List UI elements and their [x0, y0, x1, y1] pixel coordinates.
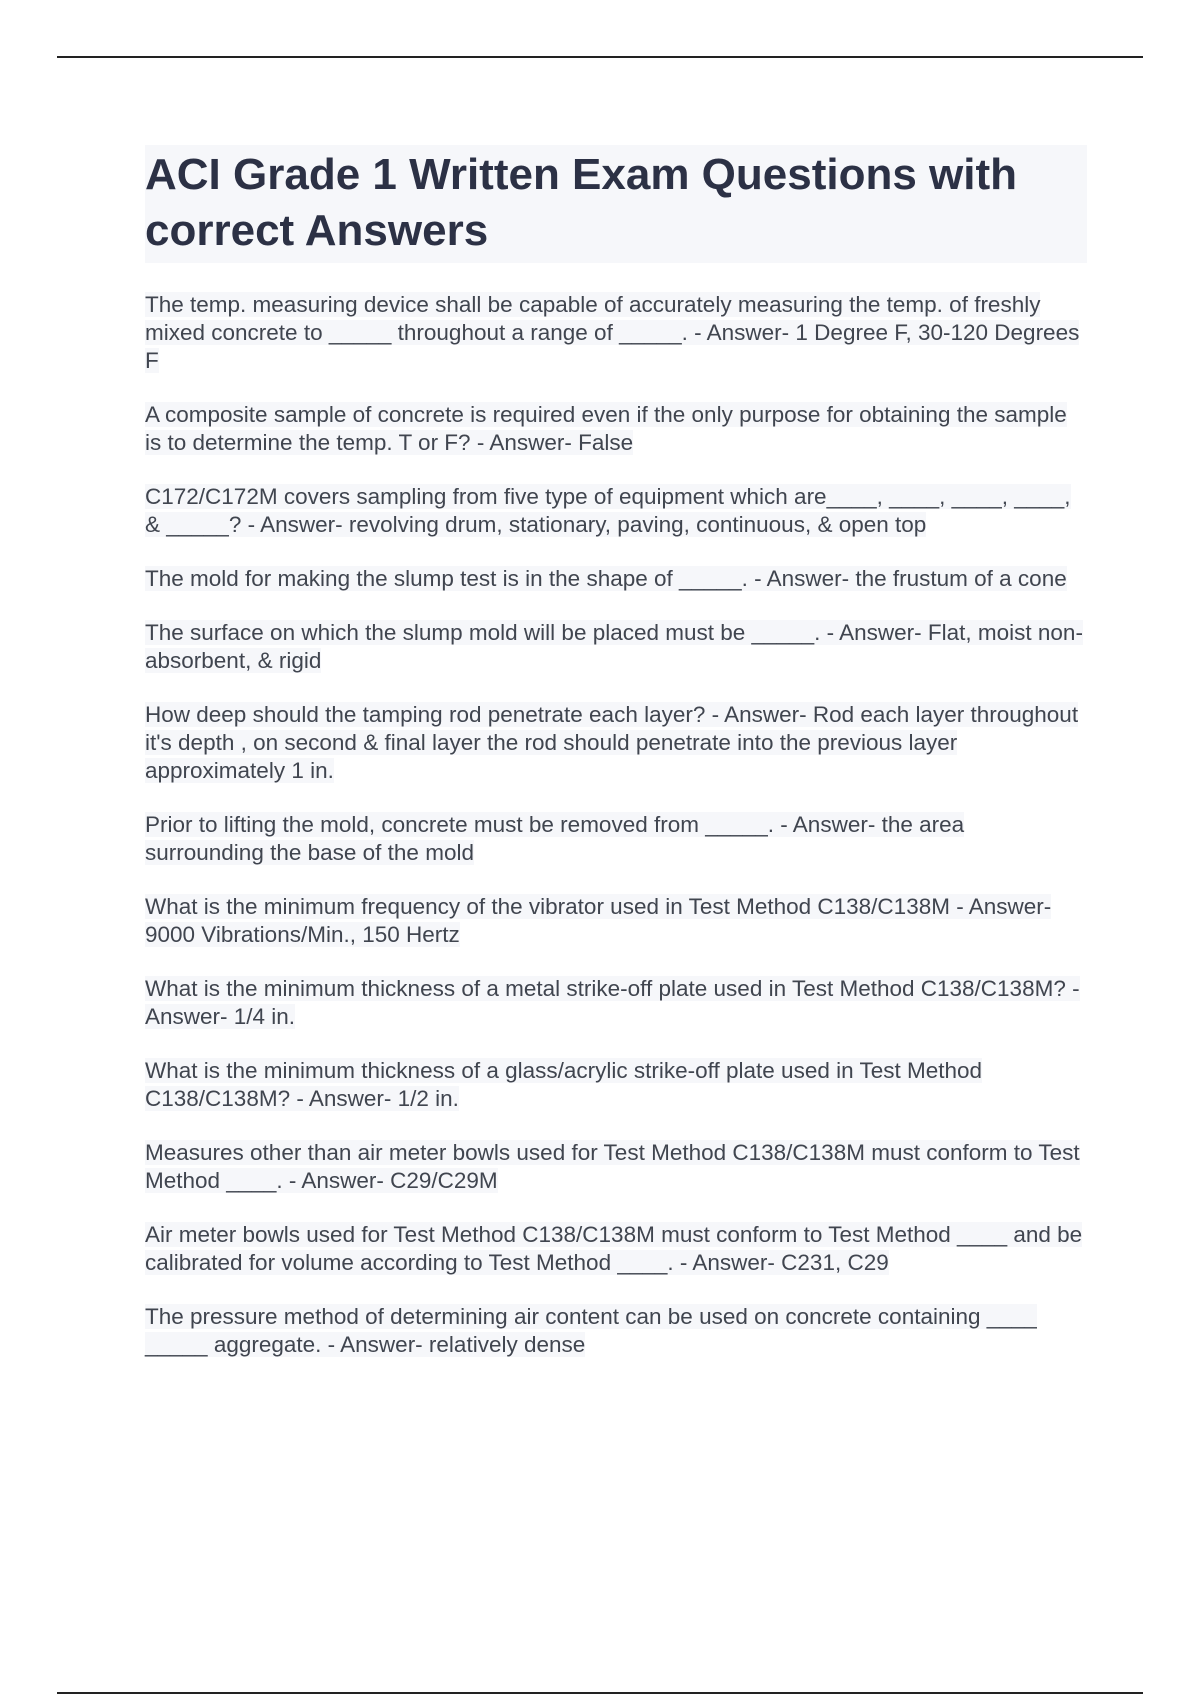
qa-list [145, 291, 1087, 1359]
qa-text: What is the minimum thickness of a glass/acrylic strike-off plate used in Test Method C138/C138M? - Answer- 1/2 in. [145, 1058, 983, 1111]
qa-text: Prior to lifting the mold, concrete must be removed from _____. - Answer- the area surrounding the base of the mold [145, 812, 965, 865]
qa-text: Measures other than air meter bowls used for Test Method C138/C138M must conform to Test Method ____. - Answer- C29/C29M [145, 1140, 1080, 1193]
qa-text: Air meter bowls used for Test Method C138/C138M must conform to Test Method ____ and be calibrated for volume according to Test Method ____. - Answer- C231, C29 [145, 1222, 1083, 1275]
qa-item [145, 1303, 1087, 1359]
qa-item [145, 1221, 1087, 1277]
bottom-rule [57, 1692, 1143, 1694]
title-block [145, 145, 1087, 263]
document-title: ACI Grade 1 Written Exam Questions with correct Answers [145, 150, 1018, 255]
qa-text: A composite sample of concrete is required even if the only purpose for obtaining the sample is to determine the temp. T or F? - Answer- False [145, 402, 1067, 455]
qa-item [145, 619, 1087, 675]
qa-text: What is the minimum thickness of a metal strike-off plate used in Test Method C138/C138M? - Answer- 1/4 in. [145, 976, 1080, 1029]
qa-item [145, 1139, 1087, 1195]
qa-item [145, 401, 1087, 457]
qa-text: C172/C172M covers sampling from five type of equipment which are____, ____, ____, ____, & _____? - Answer- revolving drum, stationary, paving, continuous, & open top [145, 484, 1071, 537]
qa-text: The mold for making the slump test is in the shape of _____. - Answer- the frustum of a cone [145, 566, 1067, 591]
qa-item [145, 893, 1087, 949]
qa-text: The pressure method of determining air content can be used on concrete containing ____ _____ aggregate. - Answer- relatively dense [145, 1304, 1037, 1357]
qa-item [145, 291, 1087, 375]
document-body [145, 145, 1087, 1385]
qa-text: The temp. measuring device shall be capable of accurately measuring the temp. of freshly mixed concrete to _____ throughout a range of _____. - Answer- 1 Degree F, 30-120 Degrees F [145, 292, 1080, 373]
qa-item [145, 811, 1087, 867]
qa-text: The surface on which the slump mold will be placed must be _____. - Answer- Flat, moist non-absorbent, & rigid [145, 620, 1083, 673]
qa-item [145, 975, 1087, 1031]
qa-item [145, 483, 1087, 539]
qa-text: How deep should the tamping rod penetrate each layer? - Answer- Rod each layer throughout it's depth , on second & final layer the rod should penetrate into the previous layer approximately 1 in. [145, 702, 1079, 783]
qa-item [145, 701, 1087, 785]
top-rule [57, 56, 1143, 58]
qa-item [145, 565, 1087, 593]
qa-text: What is the minimum frequency of the vibrator used in Test Method C138/C138M - Answer- 9000 Vibrations/Min., 150 Hertz [145, 894, 1052, 947]
qa-item [145, 1057, 1087, 1113]
